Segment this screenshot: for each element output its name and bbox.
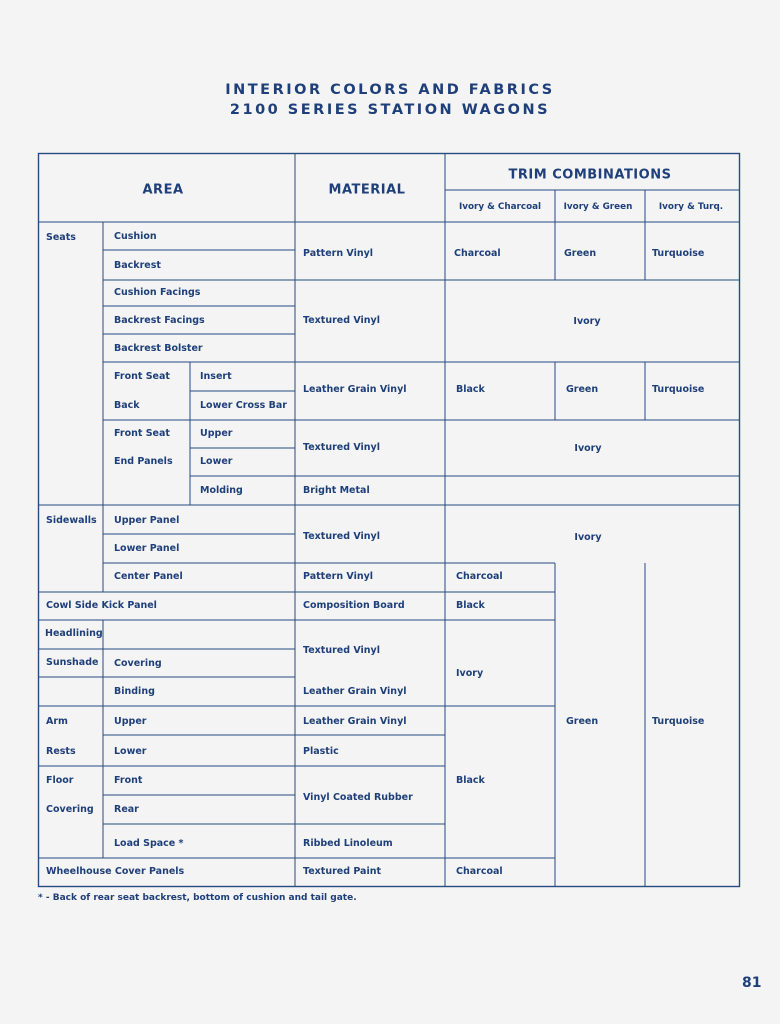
material-pattern-vinyl-1: Pattern Vinyl: [303, 248, 374, 259]
material-leather-grain-vinyl-3: Leather Grain Vinyl: [303, 716, 407, 727]
header-combo-ivory-charcoal: Ivory & Charcoal: [458, 202, 542, 212]
material-leather-grain-vinyl-1: Leather Grain Vinyl: [303, 384, 407, 395]
area-insert: Insert: [200, 371, 232, 382]
area-end-upper: Upper: [200, 428, 233, 439]
trim-turquoise-1: Turquoise: [652, 248, 705, 259]
header-combo-ivory-green: Ivory & Green: [563, 202, 633, 212]
page-title-line-1: INTERIOR COLORS AND FABRICS: [225, 82, 555, 98]
area-floor-front: Front: [114, 775, 143, 786]
area-arm-lower: Lower: [114, 746, 147, 757]
area-headlining: Headlining: [45, 628, 103, 639]
material-textured-vinyl-4: Textured Vinyl: [303, 645, 380, 656]
area-lower-panel: Lower Panel: [114, 543, 180, 554]
material-vinyl-coated-rubber: Vinyl Coated Rubber: [303, 792, 413, 803]
area-cushion: Cushion: [114, 231, 157, 242]
area-arm: Arm: [46, 716, 68, 727]
material-textured-vinyl-3: Textured Vinyl: [303, 531, 380, 542]
page-number: 81: [742, 975, 762, 991]
area-upper-panel: Upper Panel: [114, 515, 180, 526]
trim-black-1: Black: [456, 384, 485, 395]
trim-ivory-3: Ivory: [574, 532, 602, 543]
trim-green-2: Green: [566, 384, 599, 395]
trim-charcoal-1: Charcoal: [454, 248, 501, 259]
material-ribbed-linoleum: Ribbed Linoleum: [303, 838, 393, 849]
material-bright-metal: Bright Metal: [303, 485, 370, 496]
area-backrest-bolster: Backrest Bolster: [114, 343, 203, 354]
area-sunshade-covering: Covering: [114, 658, 162, 669]
trim-charcoal-3: Charcoal: [456, 866, 503, 877]
area-load-space: Load Space *: [114, 838, 184, 849]
header-material: MATERIAL: [328, 182, 406, 198]
material-plastic: Plastic: [303, 746, 339, 757]
area-molding: Molding: [200, 485, 243, 496]
area-sunshade: Sunshade: [46, 657, 99, 668]
area-end-lower: Lower: [200, 456, 233, 467]
area-rests: Rests: [46, 746, 76, 757]
trim-green-3: Green: [566, 716, 599, 727]
area-backrest: Backrest: [114, 260, 161, 271]
area-arm-upper: Upper: [114, 716, 147, 727]
trim-black-3: Black: [456, 775, 485, 786]
area-backrest-facings: Backrest Facings: [114, 315, 205, 326]
area-seats: Seats: [46, 232, 76, 243]
footnote: * - Back of rear seat backrest, bottom of cushion and tail gate.: [38, 893, 357, 903]
trim-ivory-1: Ivory: [573, 316, 601, 327]
trim-turquoise-3: Turquoise: [652, 716, 705, 727]
trim-black-2: Black: [456, 600, 485, 611]
page-title-line-2: 2100 SERIES STATION WAGONS: [229, 102, 551, 118]
area-front-seat-end-1: Front Seat: [114, 428, 170, 439]
material-composition-board: Composition Board: [303, 600, 405, 611]
area-cushion-facings: Cushion Facings: [114, 287, 201, 298]
trim-charcoal-2: Charcoal: [456, 571, 503, 582]
area-lower-cross-bar: Lower Cross Bar: [200, 400, 287, 411]
trim-green-1: Green: [564, 248, 597, 259]
area-center-panel: Center Panel: [114, 571, 183, 582]
material-textured-paint: Textured Paint: [303, 866, 382, 877]
header-trim-combinations: TRIM COMBINATIONS: [508, 167, 672, 183]
header-combo-ivory-turq: Ivory & Turq.: [658, 202, 724, 212]
material-textured-vinyl-1: Textured Vinyl: [303, 315, 380, 326]
area-floor: Floor: [46, 775, 74, 786]
area-sidewalls: Sidewalls: [46, 515, 97, 526]
trim-turquoise-2: Turquoise: [652, 384, 705, 395]
trim-ivory-2: Ivory: [574, 443, 602, 454]
area-floor-rear: Rear: [114, 804, 139, 815]
area-sunshade-binding: Binding: [114, 686, 155, 697]
trim-ivory-4: Ivory: [456, 668, 484, 679]
area-wheelhouse: Wheelhouse Cover Panels: [46, 866, 185, 877]
area-floor-covering: Covering: [46, 804, 94, 815]
area-cowl: Cowl Side Kick Panel: [46, 600, 157, 611]
material-leather-grain-vinyl-2: Leather Grain Vinyl: [303, 686, 407, 697]
material-textured-vinyl-2: Textured Vinyl: [303, 442, 380, 453]
area-front-seat-back-1: Front Seat: [114, 371, 170, 382]
header-area: AREA: [142, 182, 184, 198]
area-end-panels: End Panels: [114, 456, 173, 467]
material-pattern-vinyl-2: Pattern Vinyl: [303, 571, 374, 582]
area-back: Back: [114, 400, 140, 411]
